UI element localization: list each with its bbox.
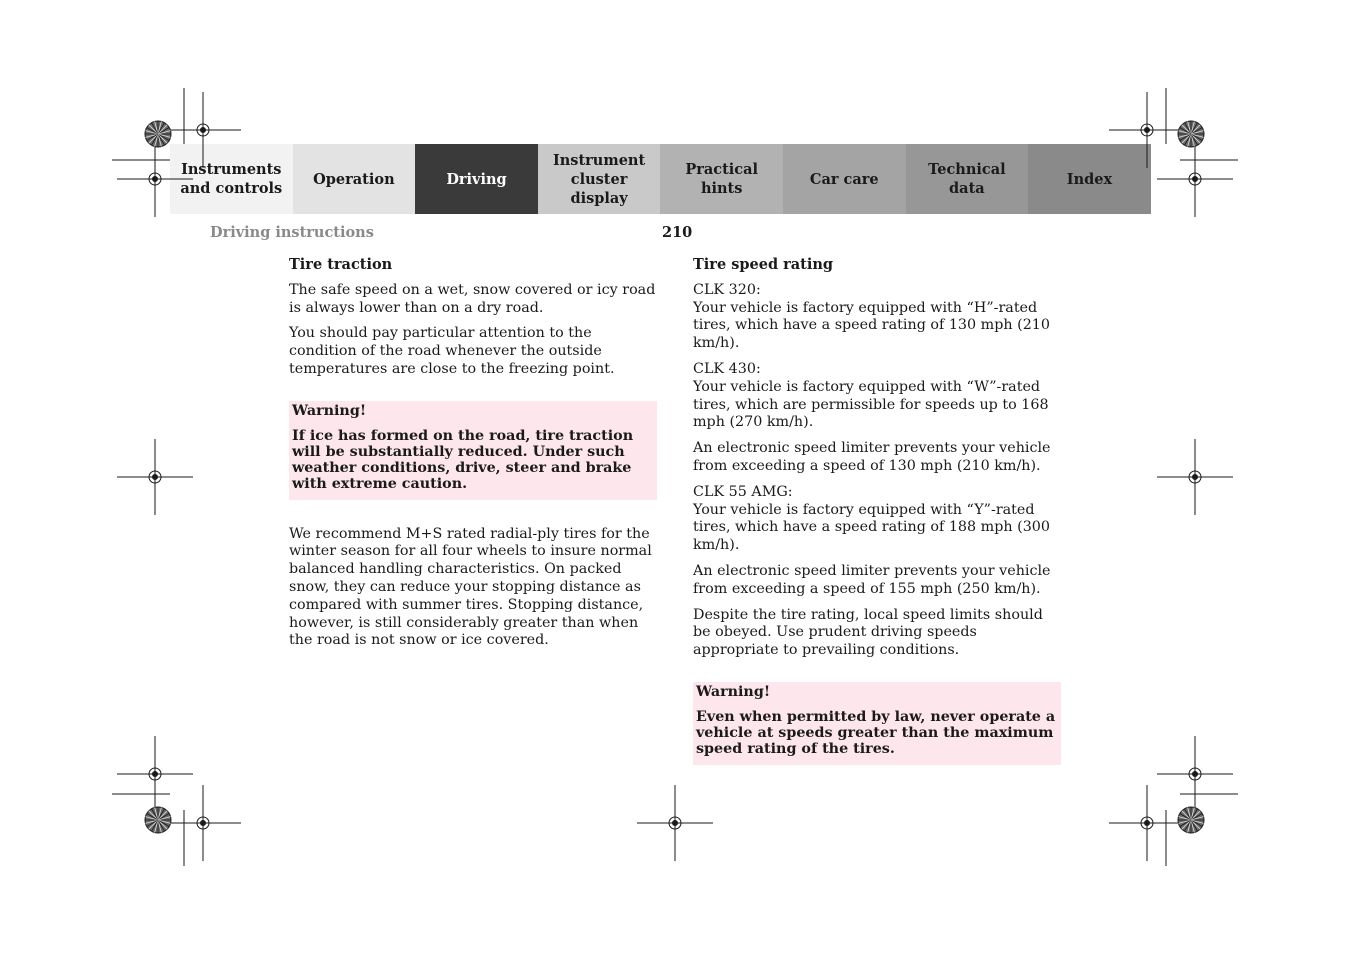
warning-text: Even when permitted by law, never operate a vehicle at speeds greater than the maximum speed rating of the tires. [696, 708, 1056, 757]
tab-operation[interactable]: Operation [293, 144, 416, 214]
speed-limiter-130: An electronic speed limiter prevents your vehicle from exceeding a speed of 130 mph (210 km/h). [693, 440, 1051, 474]
paragraph-speed-limits: Despite the tire rating, local speed limits should be obeyed. Use prudent driving speeds appropriate to prevailing conditions. [693, 606, 1043, 659]
registration-crosshair-icon [165, 785, 241, 861]
warning-title: Warning! [696, 683, 771, 700]
right-column [693, 256, 1061, 791]
clk320-label: CLK 320: [693, 281, 761, 298]
clk320-text: Your vehicle is factory equipped with “H”-rated tires, which have a speed rating of 130 mph (210 km/h). [693, 299, 1050, 352]
paragraph-attention: You should pay particular attention to the condition of the road whenever the outside temperatures are close to the freezing point. [289, 325, 615, 377]
registration-crosshair-icon [1109, 785, 1185, 861]
tire-traction-heading: Tire traction [289, 256, 393, 273]
registration-rosette-icon [1178, 807, 1204, 833]
clk320-block [693, 282, 1061, 353]
speed-limiter-155: An electronic speed limiter prevents your vehicle from exceeding a speed of 155 mph (250 km/h). [693, 562, 1051, 597]
tab-index[interactable]: Index [1028, 144, 1151, 214]
tab-car-care[interactable]: Car care [783, 144, 906, 214]
warning-box-ice [289, 401, 657, 500]
registration-crosshair-icon [1157, 439, 1233, 515]
tab-technical-data[interactable]: Technical data [906, 144, 1029, 214]
tab-driving[interactable]: Driving [415, 144, 538, 214]
left-column [289, 256, 657, 658]
warning-box-speed [693, 682, 1061, 765]
clk55-label: CLK 55 AMG: [693, 483, 793, 500]
clk430-label: CLK 430: [693, 360, 761, 377]
registration-rosette-icon [145, 807, 171, 833]
clk55-block [693, 484, 1061, 555]
chapter-navigation [170, 144, 1180, 214]
registration-crosshair-icon [1157, 736, 1233, 812]
warning-text: If ice has formed on the road, tire traction will be substantially reduced. Under such weather conditions, drive, steer and brake with extreme caution. [292, 427, 634, 492]
warning-title: Warning! [292, 402, 367, 419]
tab-practical-hints[interactable]: Practical hints [660, 144, 783, 214]
registration-crosshair-icon [637, 785, 713, 861]
tire-speed-rating-heading: Tire speed rating [693, 256, 834, 273]
registration-crosshair-icon [117, 736, 193, 812]
registration-rosette-icon [1178, 121, 1204, 147]
registration-crosshair-icon [117, 439, 193, 515]
paragraph-winter-tires: We recommend M+S rated radial-ply tires for the winter season for all four wheels to insure normal balanced handling characteristics. On packed snow, they can reduce your stopping distance as compared with summer tires. Stopping distance, however, is still considerably greater than when the road is not snow or ice covered. [289, 525, 652, 649]
page-number: 210 [662, 224, 693, 241]
clk55-text: Your vehicle is factory equipped with “Y”-rated tires, which have a speed rating of 188 mph (300 km/h). [693, 501, 1050, 554]
tab-instrument-cluster-display[interactable]: Instrument cluster display [538, 144, 661, 214]
registration-rosette-icon [145, 121, 171, 147]
clk430-text: Your vehicle is factory equipped with “W”-rated tires, which are permissible for speeds up to 168 mph (270 km/h). [693, 378, 1049, 431]
section-title: Driving instructions [210, 224, 374, 241]
clk430-block [693, 361, 1061, 432]
paragraph-safe-speed: The safe speed on a wet, snow covered or icy road is always lower than on a dry road. [289, 281, 656, 316]
tab-instruments-and-controls[interactable]: Instruments and controls [170, 144, 293, 214]
